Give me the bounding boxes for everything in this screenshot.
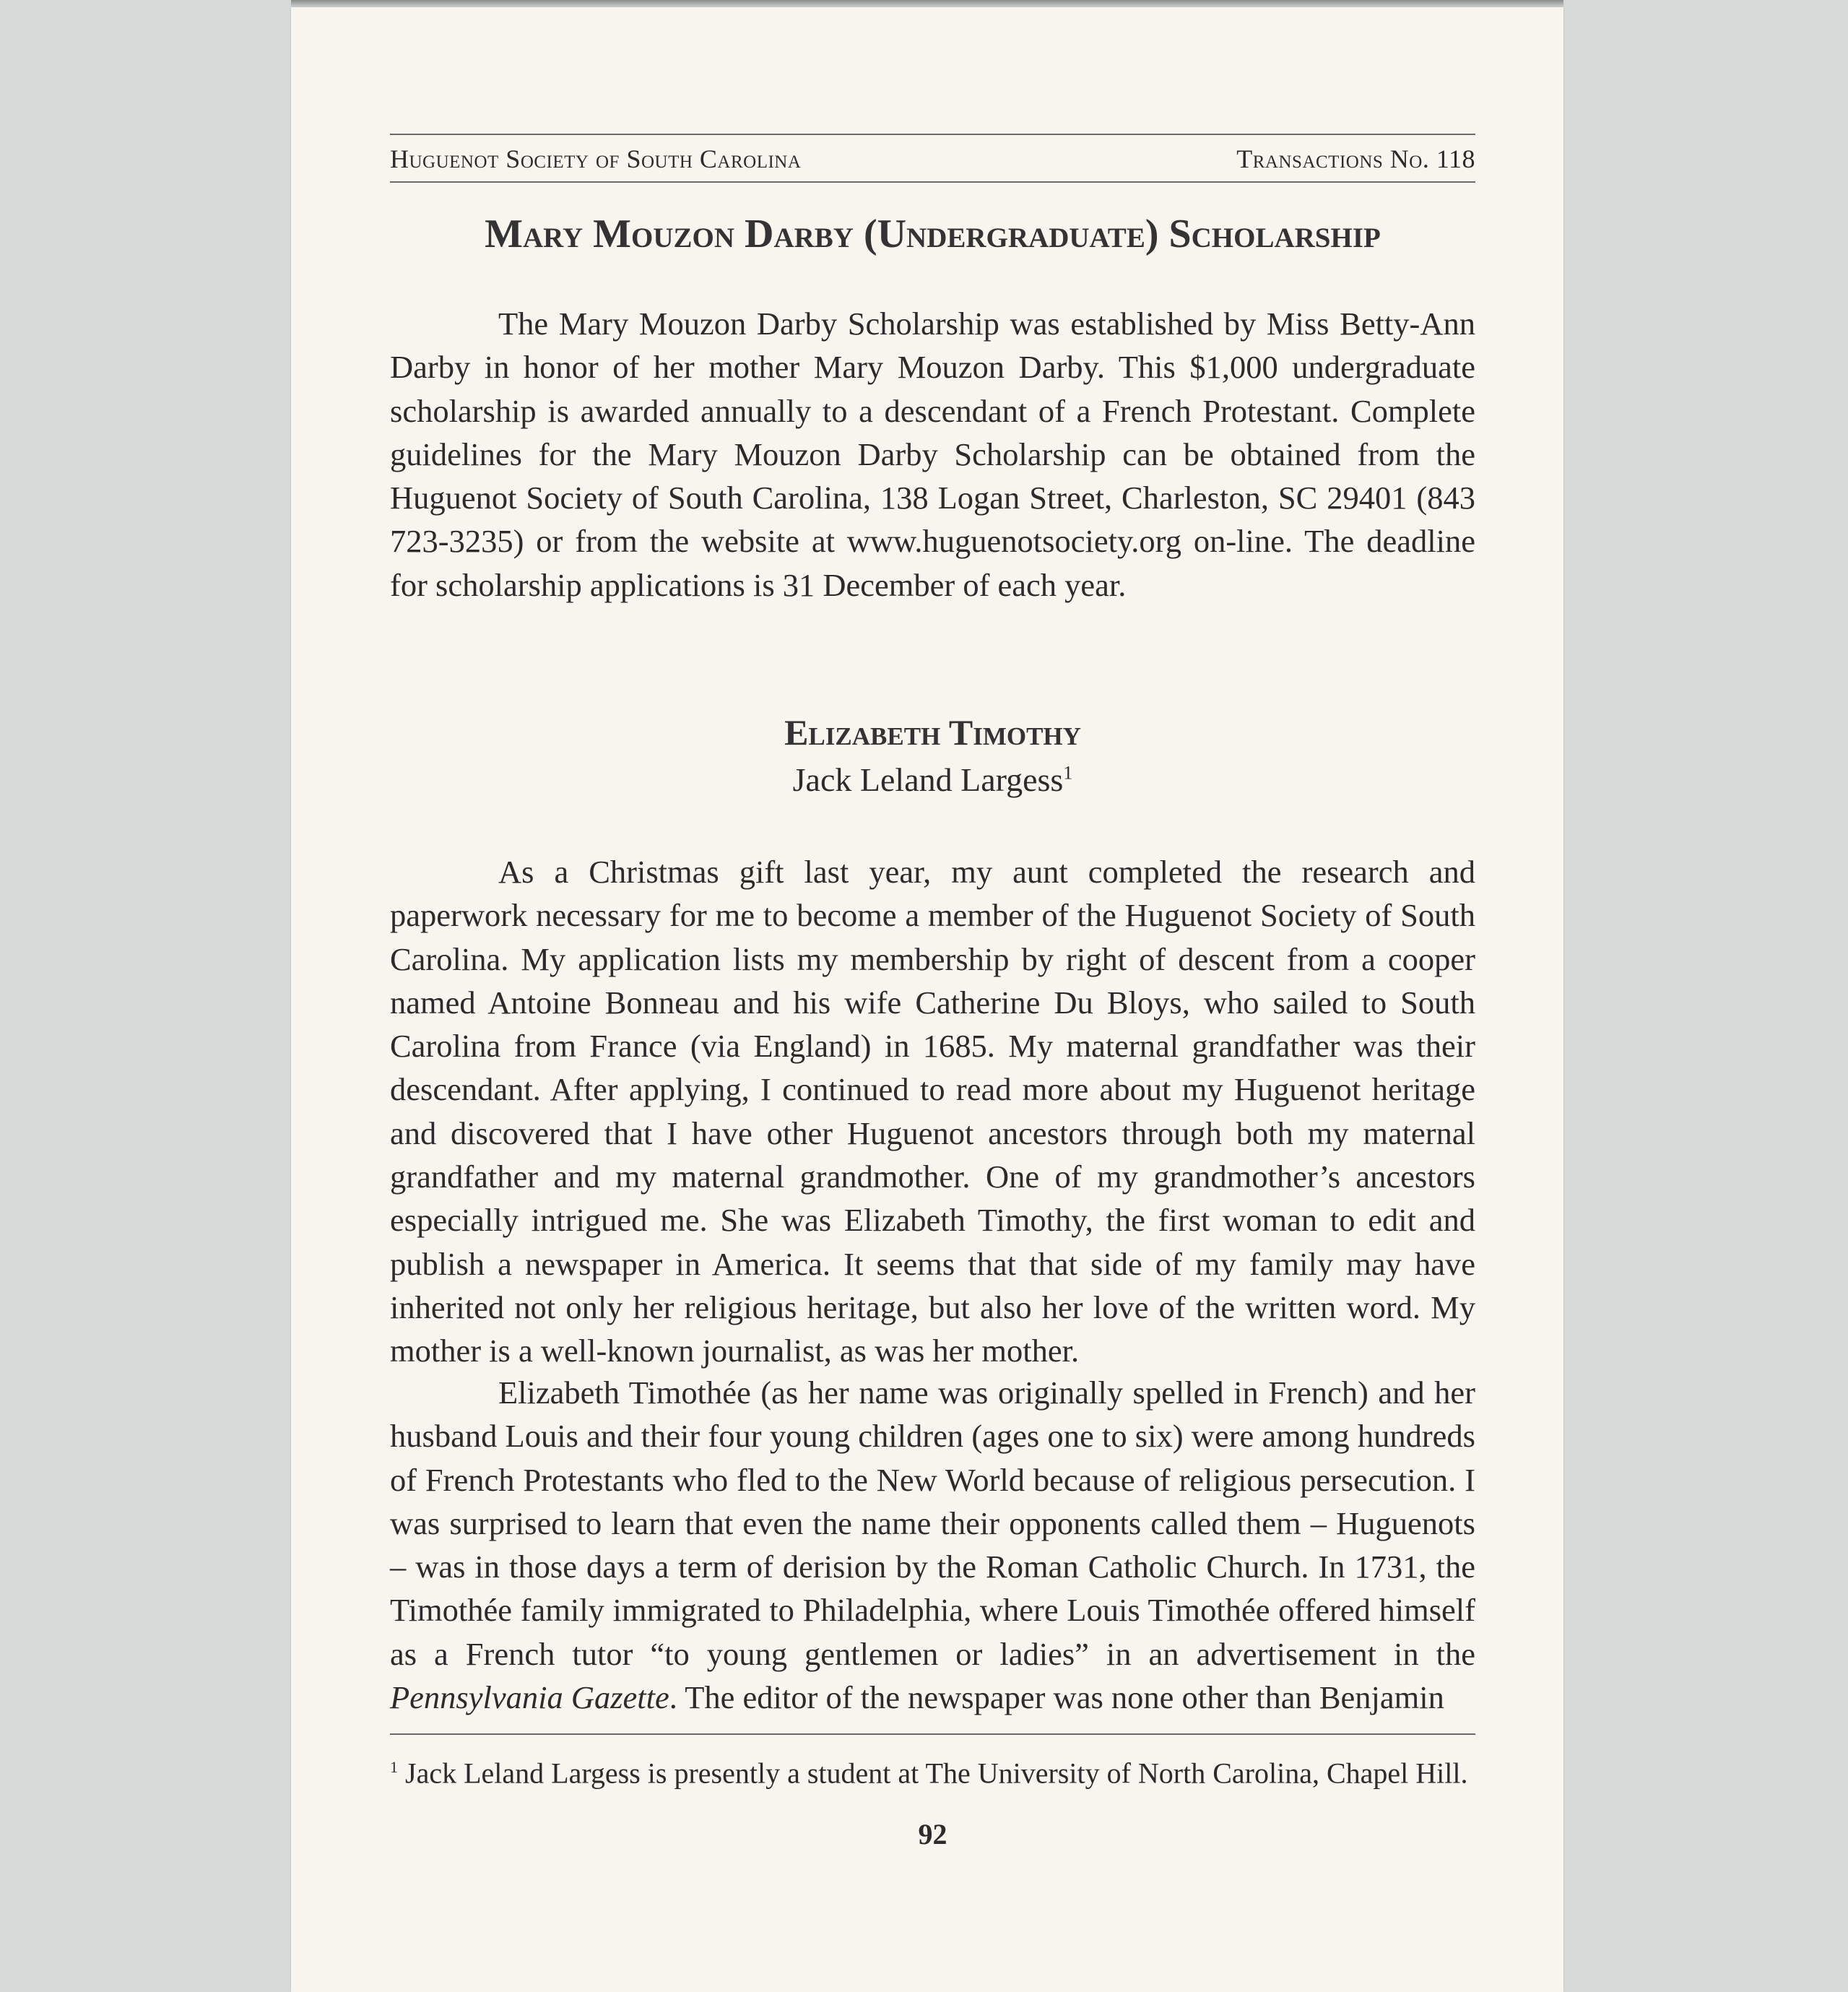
author-footnote-marker: 1 [1063,762,1073,784]
footnote-text: Jack Leland Largess is presently a student at The University of North Carolina, Chapel Hill. [398,1757,1468,1790]
section-title-scholarship: Mary Mouzon Darby (Undergraduate) Scholarship [485,212,1381,256]
page-top-edge [291,0,1563,7]
article-paragraph-2-start: Elizabeth Timothée (as her name was originally spelled in French) and her husband Louis and their four young children (ages one to six) were among hundreds of French Protestants who fled to the New World because of religious persecution. I was surprised to learn that even the name their opponents called them – Huguenots – was in those days a term of derision by the Roman Catholic Church. In 1731, the Timothée family immigrated to Philadelphia, where Louis Timothée offered himself as a French tutor “to young gentlemen or ladies” in an advertisement in the [390,1374,1475,1672]
footnote-marker: 1 [390,1758,398,1776]
newspaper-title: Pennsylvania Gazette [390,1679,669,1716]
header-right: Transactions No. 118 [1236,144,1475,173]
document-page [291,7,1563,1992]
footnote-divider [390,1733,1475,1735]
footnote [390,1748,1475,1793]
article-paragraph-2 [390,1371,1475,1719]
article-paragraph-1: As a Christmas gift last year, my aunt completed the research and paperwork necessary for me to become a member of the Huguenot Society of South Carolina. My application lists my membership by right of descent from a cooper named Antoine Bonneau and his wife Catherine Du Bloys, who sailed to South Carolina from France (via England) in 1685. My maternal grandfather was their descendant. After applying, I continued to read more about my Huguenot heritage and discovered that I have other Huguenot ancestors through both my maternal grandfather and my maternal grandmother. One of my grandmother’s ancestors especially intrigued me. She was Elizabeth Timothy, the first woman to edit and publish a newspaper in America. It seems that that side of my family may have inherited not only her religious heritage, but also her love of the written word. My mother is a well-known journalist, as was her mother. [390,854,1475,1369]
scholarship-paragraph: The Mary Mouzon Darby Scholarship was established by Miss Betty-Ann Darby in honor of her mother Mary Mouzon Darby. This $1,000 undergraduate scholarship is awarded annually to a descendant of a French Protestant. Complete guidelines for the Mary Mouzon Darby Scholarship can be obtained from the Huguenot Society of South Carolina, 138 Logan Street, Charleston, SC 29401 (843 723-3235) or from the website at www.huguenotsociety.org on-line. The deadline for scholarship applications is 31 December of each year. [390,306,1475,603]
header-left: Huguenot Society of South Carolina [390,144,802,173]
author-name: Jack Leland Largess [792,761,1064,798]
running-header [390,134,1475,183]
article-author [390,761,1475,799]
article-paragraph-2-end: . The editor of the newspaper was none other than Benjamin [669,1679,1444,1716]
page-number: 92 [918,1818,947,1850]
section-title-elizabeth-timothy: Elizabeth Timothy [784,712,1081,753]
